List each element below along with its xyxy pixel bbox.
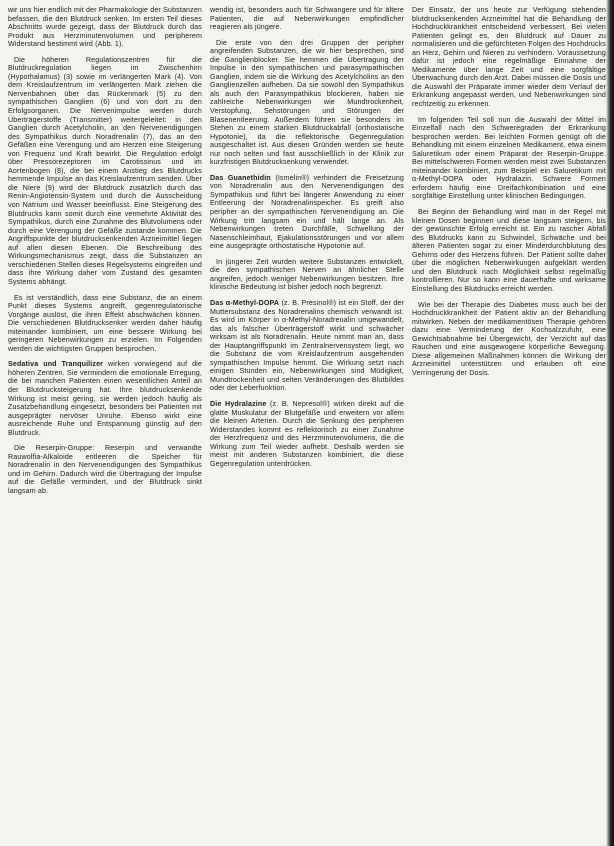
text-column-middle xyxy=(210,6,404,836)
paragraph-text: (Ismelin®) verhindert die Freisetzung von Noradrenalin aus den Nervenendigungen des Sympathikus und führt bei längerer Anwendung zu einer Entleerung der Noradrenalinspeicher. Es greift also peripher an der sympathischen Nervenendigung an. Die Wirkung tritt langsam ein und hält lange an. Als Nebenwirkungen treten Durchfälle, Schwellung der Nasenschleimhaut, Ejakulationsstörungen und vor allem eine ausgeprägte orthostatische Hypotonie auf. xyxy=(210,173,404,251)
term-heading: Sedativa und Tranquilizer xyxy=(8,360,104,369)
paragraph: Die Reserpin-Gruppe: Reserpin und verwandte Rauwolfia-Alkaloide entleeren die Speicher für Noradrenalin in den Nervenendigungen des Sympathikus und im Gehirn. Dadurch wird die Übertragung der Impulse auf die Gefäße vermindert, und der Blutdruck sinkt langsam ab. xyxy=(8,444,202,495)
paragraph xyxy=(210,174,404,251)
paragraph: Die höheren Regulationszentren für die Blutdruckregulation liegen im Zwischenhirn (Hypothalamus) (3) sowie im verlängerten Mark (4). Von dem Kreislaufzentrum im verlängerten Mark ziehen die Nervenbahnen über das Rückenmark (5) zu den sympathischen Ganglien (6) und von dort zu den Erfolgsorganen. Die Nervenimpulse werden durch Überträgerstoffe (Transmitter) weitergeleitet: in den Ganglien durch Acetylcholin, an den Nervenendigungen des Sympathikus durch Noradrenalin (7), das an den Gefäßen eine Verengung und am Herzen eine Steigerung von Frequenz und Kraft bewirkt. Die Regulation erfolgt über Pressorezeptoren im Carotissinus und im Aortenbogen (8), die bei einem Anstieg des Blutdrucks hemmende Impulse an das Kreislaufzentrum senden. Über die Niere (9) wird der Blutdruck zusätzlich durch das Renin-Angiotensin-System und durch die Ausscheidung von Natrium und Wasser beeinflusst. Eine Steigerung des Blutdrucks kann somit durch eine vermehrte Aktivität des Sympathikus, durch eine Zunahme des Blutvolumens oder durch eine Verengung der Gefäße zustande kommen. Die Angriffspunkte der blutdrucksenkenden Arzneimittel liegen auf allen diesen Ebenen. Die Beschreibung des Wirkungsmechanismus zeigt, dass die Substanzen an verschiedenen Stellen dieses Regelsystems eingreifen und dass ihre Wirkung daher vom Zustand des gesamten Systems abhängt. xyxy=(8,55,202,286)
paragraph: wir uns hier endlich mit der Pharmakologie der Substanzen befassen, die den Blutdruck senken. Im ersten Teil dieses Abschnitts wurde gezeigt, dass der Blutdruck durch das Produkt aus Herzminutenvolumen und peripherem Widerstand bestimmt wird (Abb. 1). xyxy=(8,6,202,49)
paragraph: Im folgenden Teil soll nun die Auswahl der Mittel im Einzelfall nach den Schweregraden der Erkrankung besprochen werden. Bei leichten Formen genügt oft die Behandlung mit einem einzelnen Medikament, etwa einem Saluretikum oder einem Präparat der Reserpin-Gruppe. Bei mittelschweren Formen werden meist zwei Substanzen miteinander kombiniert, zum Beispiel ein Saluretikum mit α-Methyl-DOPA oder Hydralazin. Schwere Formen erfordern häufig eine Dreifachkombination und eine sorgfältige Einstellung unter klinischen Bedingungen. xyxy=(412,115,606,201)
paragraph: Bei Beginn der Behandlung wird man in der Regel mit kleinen Dosen beginnen und diese langsam steigern, bis der gewünschte Erfolg erreicht ist. Ein zu rascher Abfall des Blutdrucks kann zu Schwindel, Schwäche und bei älteren Patienten sogar zu einer Minderdurchblutung des Gehirns oder des Herzens führen. Der Patient sollte daher über die möglichen Nebenwirkungen aufgeklärt werden und den Blutdruck nach Möglichkeit selbst regelmäßig kontrollieren. Nur so kann eine dauerhafte und wirksame Einstellung des Blutdrucks erreicht werden. xyxy=(412,208,606,293)
scan-edge-shadow xyxy=(606,0,614,846)
paragraph: In jüngerer Zeit wurden weitere Substanzen entwickelt, die den sympathischen Nerven an ähnlicher Stelle angreifen, jedoch weniger Nebenwirkungen besitzen. Ihre klinische Bedeutung ist bisher jedoch noch begrenzt. xyxy=(210,257,404,292)
text-column-right xyxy=(412,6,606,836)
text-column-left xyxy=(8,6,202,836)
term-heading: Das Guanethidin xyxy=(210,173,271,182)
paragraph: Der Einsatz, der uns heute zur Verfügung stehenden blutdrucksenkenden Arzneimittel hat die Behandlung der Hochdruckkrankheit entscheidend verbessert. Bei vielen Patienten gelingt es, den Blutdruck auf Dauer zu normalisieren und die gefürchteten Folgen des Hochdrucks an Herz, Gehirn und Nieren zu verhindern. Voraussetzung dafür ist jedoch eine regelmäßige Einnahme der Medikamente über lange Zeit und eine sorgfältige Überwachung durch den Arzt. Dabei müssen die Dosis und die Auswahl der Präparate immer wieder dem Verlauf der Erkrankung angepasst werden, und Nebenwirkungen sind rechtzeitig zu erkennen. xyxy=(412,6,606,109)
paragraph: Wie bei der Therapie des Diabetes muss auch bei der Hochdruckkrankheit der Patient aktiv an der Behandlung mitwirken. Neben der medikamentösen Therapie gehören dazu eine Verminderung der Kochsalzzufuhr, eine Gewichtsabnahme bei Übergewicht, der Verzicht auf das Rauchen und eine ausgewogene körperliche Bewegung. Diese allgemeinen Maßnahmen können die Wirkung der Arzneimittel unterstützen und erlauben oft eine Verringerung der Dosis. xyxy=(412,300,606,377)
paragraph: Es ist verständlich, dass eine Substanz, die an einem Punkt dieses Systems angreift, gegenregulatorische Vorgänge auslöst, die ihren Effekt abschwächen können. Die verschiedenen Blutdrucksenker werden daher häufig miteinander kombiniert, um eine bessere Wirkung bei geringeren Nebenwirkungen zu erzielen. Im Folgenden werden die wichtigsten Gruppen besprochen. xyxy=(8,293,202,353)
term-heading: Das α-Methyl-DOPA xyxy=(210,298,280,307)
paragraph: wendig ist, besonders auch für Schwangere und für ältere Patienten, die auf Nebenwirkungen empfindlicher reagieren als jüngere. xyxy=(210,6,404,32)
paragraph: Die erste von den drei Gruppen der peripher angreifenden Substanzen, die wir hier besprechen, sind die Ganglienblocker. Sie hemmen die Übertragung der Impulse in den sympathischen und parasympathischen Ganglien, indem sie die Wirkung des Acetylcholins an den Ganglienzellen aufheben. Da sie sowohl den Sympathikus als auch den Parasympathikus blockieren, haben sie zahlreiche Nebenwirkungen wie Mundtrockenheit, Verstopfung, Sehstörungen und Störungen der Blasenentleerung. Außerdem führen sie besonders im Stehen zu einem starken Blutdruckabfall (orthostatische Hypotonie), da die reflektorische Gegenregulation ausgeschaltet ist. Aus diesen Gründen werden sie heute nur noch selten und fast ausschließlich in der Klinik zur kurzfristigen Blutdrucksenkung verwendet. xyxy=(210,38,404,167)
paragraph-text: (z. B. Nepresol®) wirken direkt auf die glatte Muskulatur der Blutgefäße und erweitern vor allem die kleinen Arterien. Durch die Senkung des peripheren Widerstandes kommt es reflektorisch zu einer Zunahme der Herzfrequenz und des Herzminutenvolumens, die die Wirkung zum Teil wieder aufhebt. Deshalb werden sie meist mit anderen Substanzen kombiniert, die diese Gegenregulation unterdrücken. xyxy=(210,399,404,468)
paragraph xyxy=(210,299,404,393)
paragraph xyxy=(210,400,404,468)
paragraph-text: (z. B. Presinol®) ist ein Stoff, der der Muttersubstanz des Noradrenalins chemisch verwandt ist. Es wird im Körper in α-Methyl-Noradrenalin umgewandelt, das als falscher Überträgerstoff wirkt und schwächer wirksam ist als Noradrenalin. Heute nimmt man an, dass der Hauptangriffspunkt im Zentralnervensystem liegt, wo die Substanz die vom Kreislaufzentrum ausgehenden sympathischen Impulse hemmt. Die Wirkung setzt nach einigen Stunden ein, Nebenwirkungen sind Müdigkeit, Mundtrockenheit und selten Veränderungen des Blutbildes oder der Leberfunktion. xyxy=(210,298,404,393)
term-heading: Die Hydralazine xyxy=(210,399,267,408)
paragraph-text: wirken vorwiegend auf die höheren Zentren. Sie vermindern die emotionale Erregung, die bei manchen Patienten einen wesentlichen Anteil an der Blutdrucksteigerung hat. Ihre blutdrucksenkende Wirkung ist meist gering, sie werden jedoch häufig als Zusatzbehandlung eingesetzt, besonders bei Patienten mit ausgeprägter nervöser Unruhe. Ebenso wirkt eine ausreichende Ruhe und Entspannung günstig auf den Blutdruck. xyxy=(8,360,202,437)
paragraph xyxy=(8,360,202,437)
